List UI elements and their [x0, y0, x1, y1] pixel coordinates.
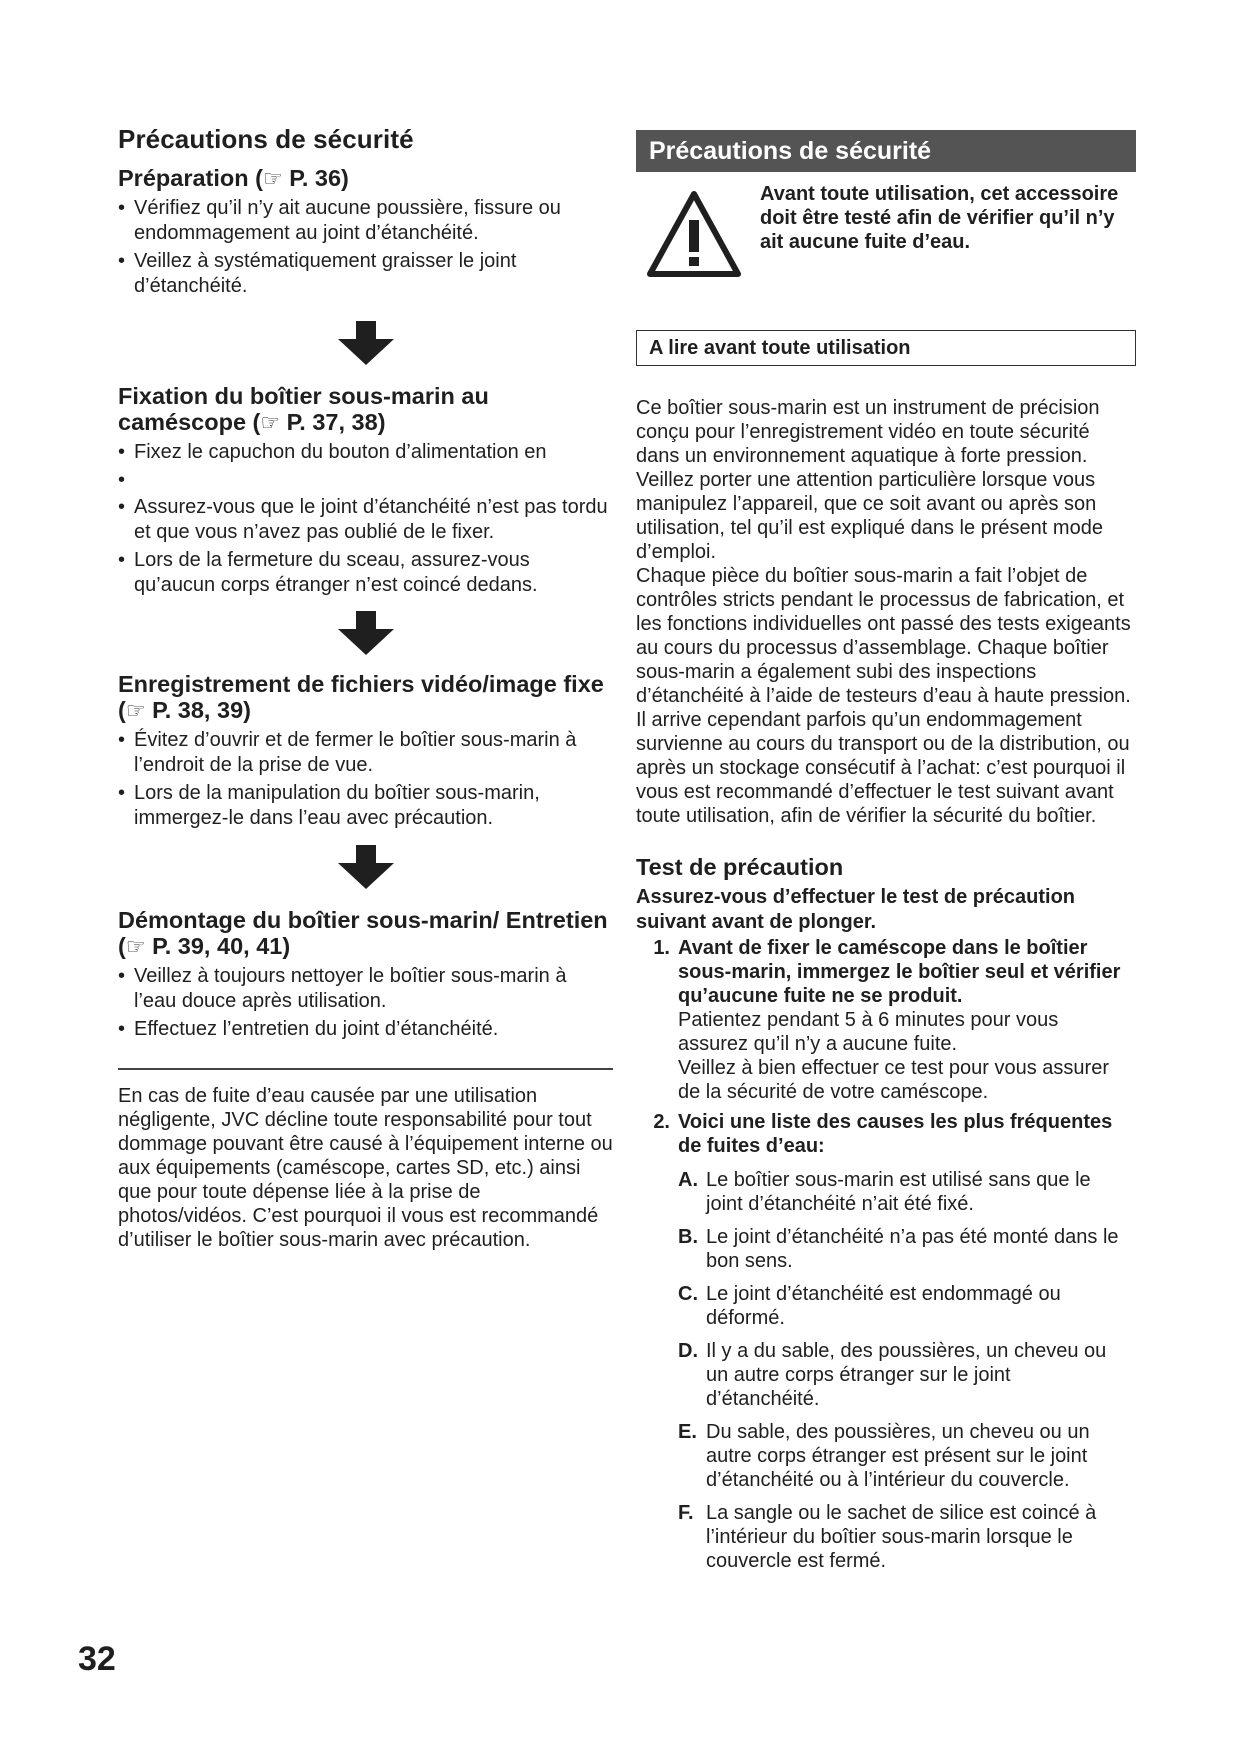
liability-note: En cas de fuite d’eau causée par une utilisation négligente, JVC décline toute responsabilité pour tout dommage pouvant être causé à l’équipement interne ou aux équipements (caméscope, cartes SD, etc.) ainsi que pour toute dépense liée à la prise de photos/vidéos. C’est pourquoi il vous est recommandé d’utiliser le boîtier sous-marin avec précaution.: [118, 1085, 613, 1251]
cause-letter: A.: [678, 1169, 698, 1191]
cause-text: Le joint d’étanchéité n’a pas été monté dans le bon sens.: [706, 1226, 1119, 1272]
section-banner: Précautions de sécurité: [636, 130, 1136, 172]
down-arrow-icon: [118, 601, 613, 665]
test-title: Test de précaution: [636, 854, 844, 880]
cause-item: [678, 1225, 1128, 1273]
hand-pointer-icon: ☞: [125, 698, 146, 723]
step-fixation: [118, 383, 613, 598]
bullet-item: • Vérifiez qu’il n’y ait aucune poussière, fissure ou endommagement au joint d’étanchéité.: [118, 196, 613, 246]
page-number: 32: [78, 1640, 116, 1678]
page-reference: P. 37, 38): [286, 409, 386, 435]
cause-text: Le boîtier sous-marin est utilisé sans que le joint d’étanchéité n’ait été fixé.: [706, 1169, 1091, 1215]
step-bold-text: Avant de fixer le caméscope dans le boîtier sous-marin, immergez le boîtier seul et vérifier qu’aucune fuite ne se produit.: [678, 937, 1121, 1007]
step-heading-text: Fixation du boîtier sous-marin au caméscope (: [118, 383, 489, 435]
cause-text: La sangle ou le sachet de silice est coincé à l’intérieur du boîtier sous-marin lorsque le couvercle est fermé.: [706, 1502, 1097, 1572]
test-step: [636, 1110, 1136, 1582]
step-heading: [118, 383, 613, 436]
down-arrow-icon: [118, 835, 613, 899]
cause-letter: F.: [678, 1502, 694, 1524]
intro-body: Ce boîtier sous-marin est un instrument de précision conçu pour l’enregistrement vidéo en toute sécurité dans un environnement aquatique à forte pression. Veillez porter une attention particulière lorsque vous manipulez l’appareil, que ce soit avant ou après son utilisation, tel qu’il est expliqué dans le présent mode d’emploi. Chaque pièce du boîtier sous-marin a fait l’objet de contrôles stricts pendant le processus de fabrication, et les fonctions individuelles ont passé des tests exigeants au cours du processus d’assemblage. Chaque boîtier sous-marin a également subi des inspections d’étanchéité à l’aide de testeurs d’eau à haute pression. Il arrive cependant parfois qu’un endommagement survienne au cours du transport ou de la distribution, ou après un stockage consécutif à l’achat: c’est pourquoi il vous est recommandé d’effectuer le test suivant avant toute utilisation, afin de vérifier la sécurité du boîtier.: [636, 397, 1131, 827]
step-preparation: [118, 165, 613, 299]
divider: [118, 1068, 613, 1070]
step-heading: [118, 671, 613, 724]
bullet-item: • Effectuez l’entretien du joint d’étanchéité.: [118, 1017, 613, 1042]
cause-letter: C.: [678, 1283, 698, 1305]
cause-text: Il y a du sable, des poussières, un cheveu ou un autre corps étranger sur le joint d’étanchéité.: [706, 1340, 1107, 1410]
hand-pointer-icon: ☞: [125, 934, 146, 959]
step-heading: [118, 165, 613, 192]
step-heading-text: Préparation (: [118, 165, 263, 191]
bullet-item: • Veillez à toujours nettoyer le boîtier sous-marin à l’eau douce après utilisation.: [118, 964, 613, 1014]
cause-item: [678, 1168, 1128, 1216]
test-step: [636, 936, 1136, 1104]
cause-letter: B.: [678, 1226, 698, 1248]
section-title: Précautions de sécurité: [118, 124, 414, 154]
hand-pointer-icon: ☞: [260, 410, 281, 435]
read-before-use-heading: A lire avant toute utilisation: [636, 330, 1136, 366]
cause-item: [678, 1420, 1128, 1492]
step-detail-text: Patientez pendant 5 à 6 minutes pour vous assurez qu’il n’y a aucune fuite. Veillez à bien effectuer ce test pour vous assurer de la sécurité de votre caméscope.: [678, 1009, 1109, 1103]
warning-text: Avant toute utilisation, cet accessoire doit être testé afin de vérifier qu’il n’y ait aucune fuite d’eau.: [760, 183, 1119, 253]
test-steps: [636, 936, 1136, 1582]
cause-item: [678, 1282, 1128, 1330]
cause-letter: D.: [678, 1340, 698, 1362]
left-column: [118, 124, 613, 1252]
step-heading: [118, 907, 613, 960]
step-heading-text: Démontage du boîtier sous-marin/ Entretien (: [118, 907, 608, 959]
down-arrow-icon: [118, 311, 613, 375]
bullet-item: • Lors de la fermeture du sceau, assurez-vous qu’aucun corps étranger n’est coincé dedans.: [118, 548, 613, 598]
hand-pointer-icon: ☞: [262, 166, 283, 191]
bullet-item: • Assurez-vous que le joint d’étanchéité n’est pas tordu et que vous n’avez pas oublié de le fixer.: [118, 495, 613, 545]
cause-text: Le joint d’étanchéité est endommagé ou déformé.: [706, 1283, 1061, 1329]
page-reference: P. 39, 40, 41): [152, 933, 291, 959]
bullet-item: • Lors de la manipulation du boîtier sous-marin, immergez-le dans l’eau avec précaution.: [118, 781, 613, 831]
cause-text: Du sable, des poussières, un cheveu ou un autre corps étranger est présent sur le joint d’étanchéité ou à l’intérieur du couvercle.: [706, 1421, 1090, 1491]
bullet-item: • Évitez d’ouvrir et de fermer le boîtier sous-marin à l’endroit de la prise de vue.: [118, 728, 613, 778]
page-reference: P. 38, 39): [152, 697, 251, 723]
cause-item: [678, 1501, 1128, 1573]
causes-list: [678, 1168, 1128, 1573]
right-column: [636, 130, 1136, 1582]
page-reference: P. 36): [289, 165, 349, 191]
step-number: 2.: [653, 1111, 670, 1133]
step-heading-text: Enregistrement de fichiers vidéo/image fixe (: [118, 671, 604, 723]
test-intro: Assurez-vous d’effectuer le test de précaution suivant avant de plonger.: [636, 886, 1076, 933]
step-maintenance: [118, 907, 613, 1042]
step-bold-text: Voici une liste des causes les plus fréquentes de fuites d’eau:: [678, 1111, 1113, 1157]
step-recording: [118, 671, 613, 831]
bullet-item: • Veillez à systématiquement graisser le joint d’étanchéité.: [118, 249, 613, 299]
blank-line: [118, 468, 613, 492]
cause-letter: E.: [678, 1421, 697, 1443]
bullet-item: • Fixez le capuchon du bouton d’alimentation en: [118, 440, 613, 465]
warning-block: [636, 182, 1136, 330]
step-number: 1.: [653, 937, 670, 959]
warning-triangle-icon: [646, 190, 742, 280]
cause-item: [678, 1339, 1128, 1411]
